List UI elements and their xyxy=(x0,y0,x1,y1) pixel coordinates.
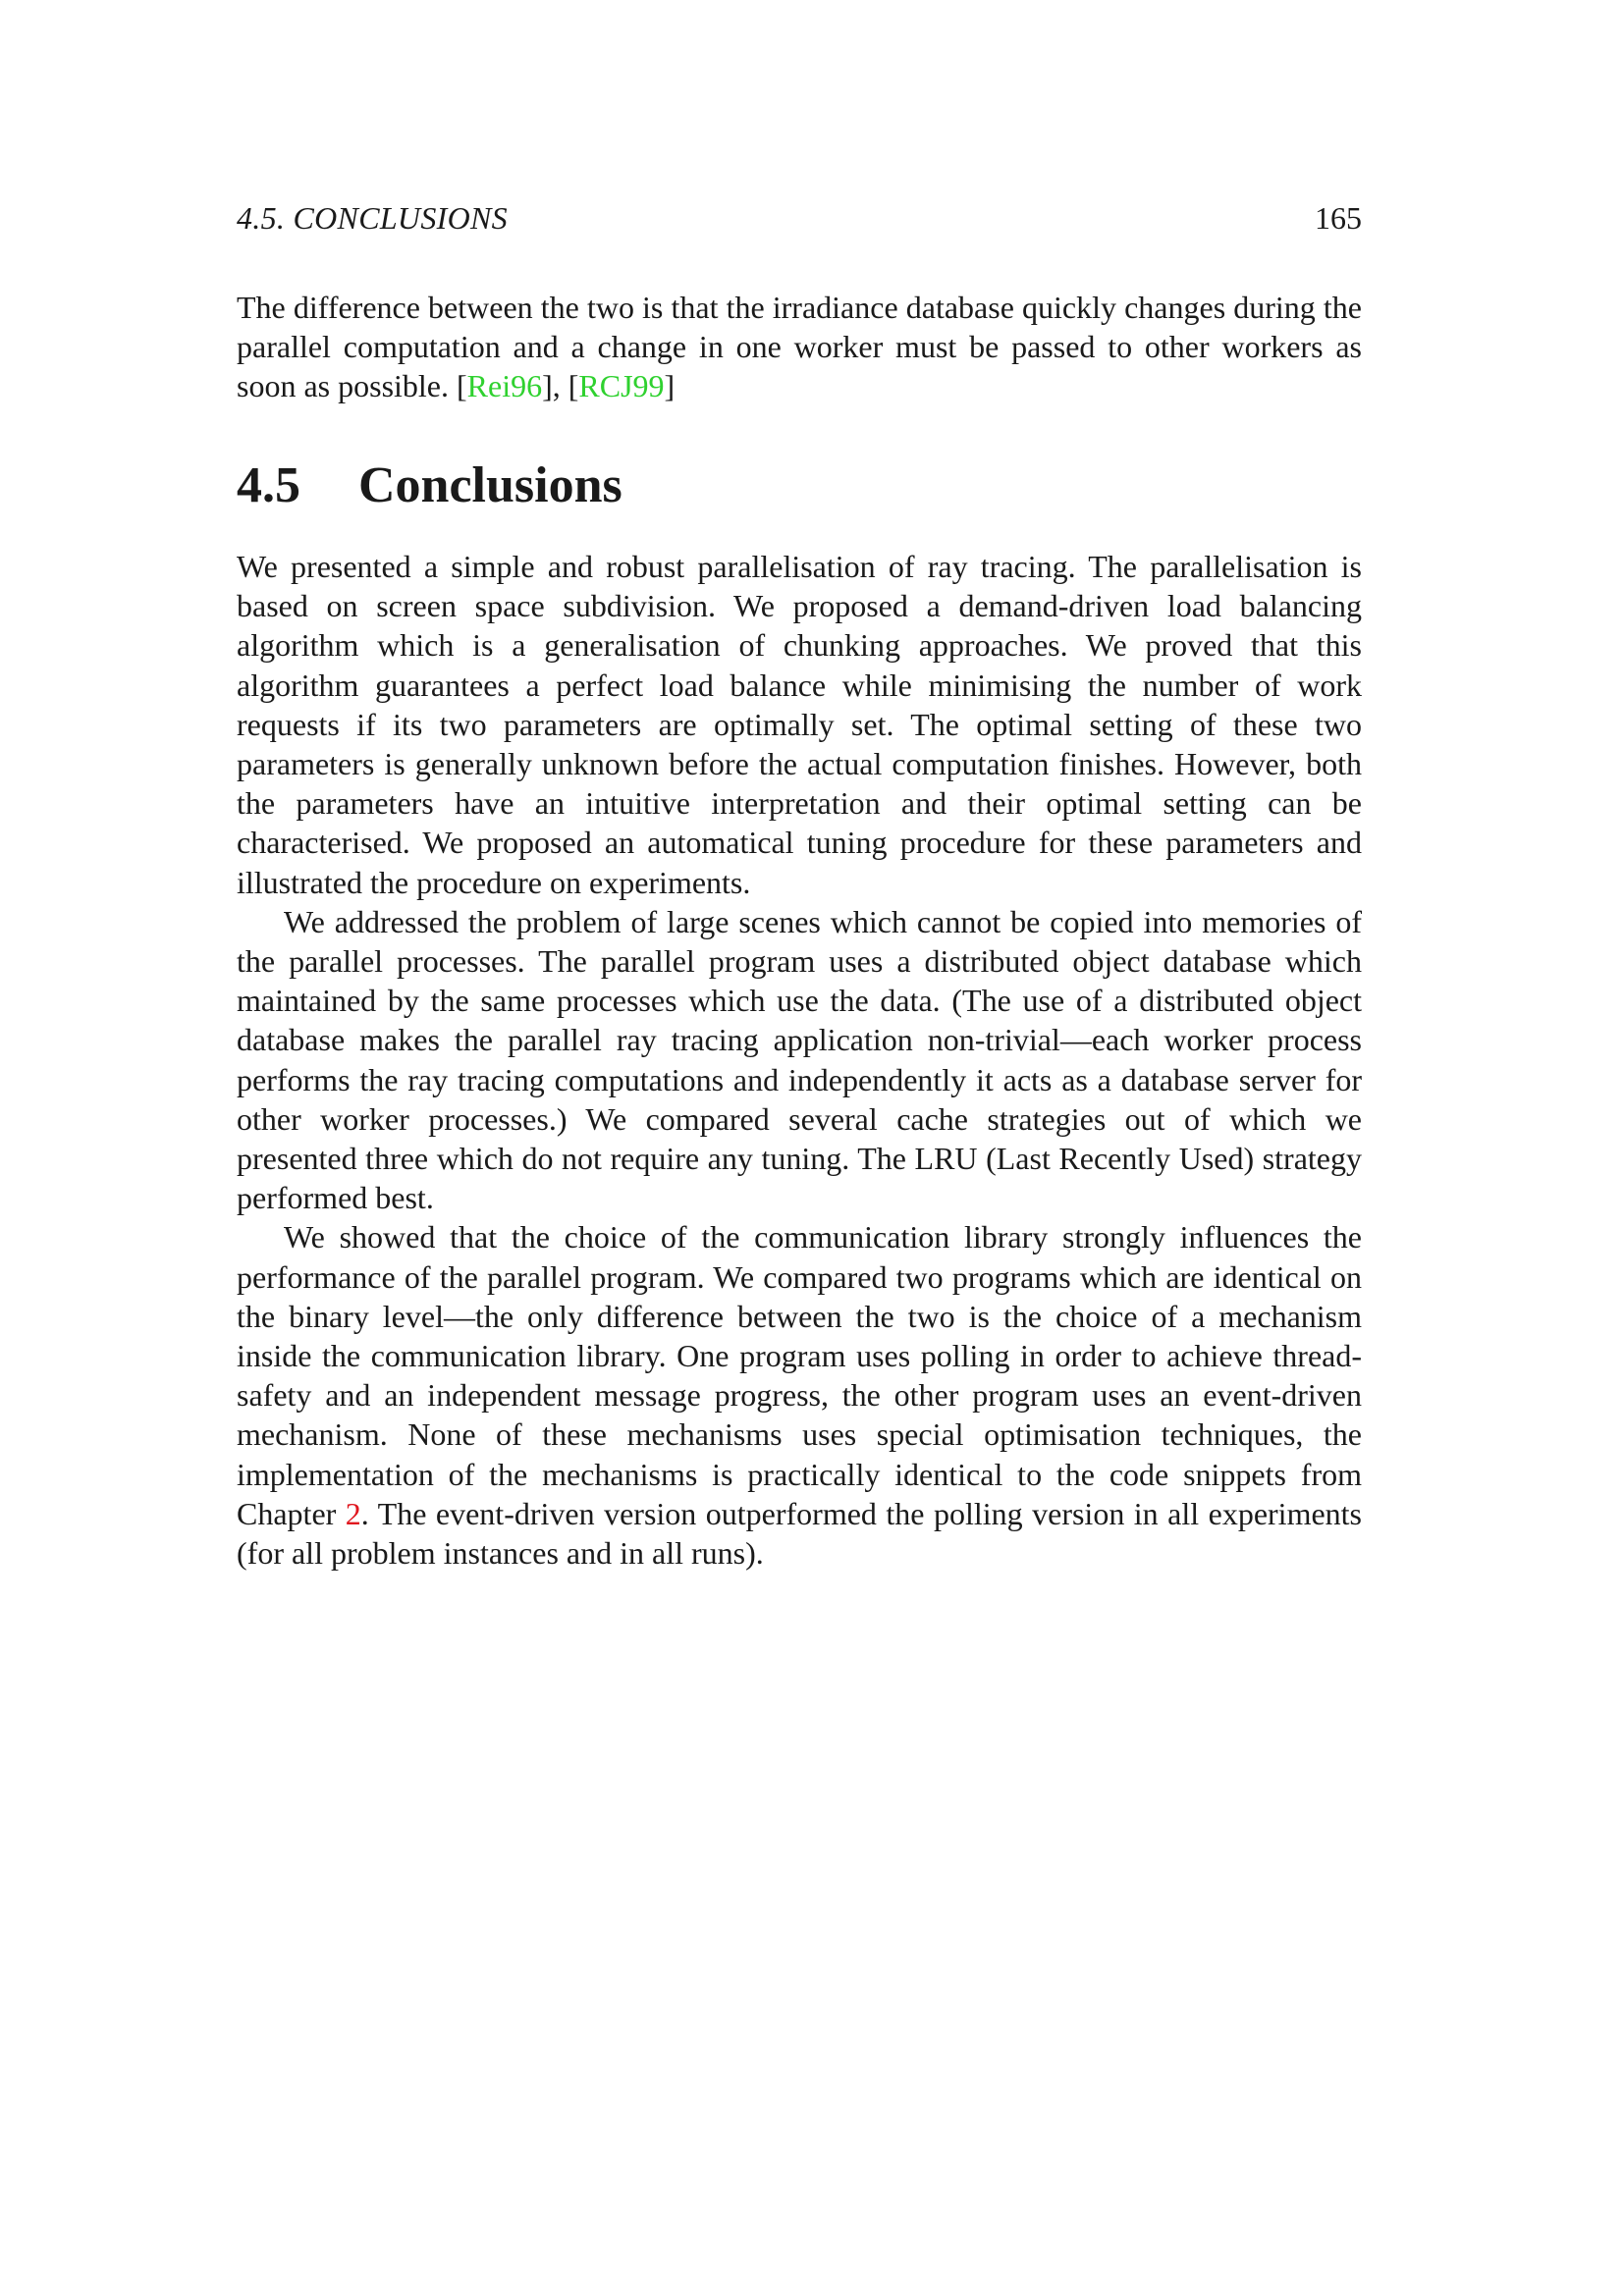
section-heading xyxy=(237,454,1362,517)
page-number: 165 xyxy=(1315,200,1362,236)
running-title: 4.5. CONCLUSIONS xyxy=(237,200,508,236)
body-paragraph-1: We presented a simple and robust parallelisation of ray tracing. The parallelisation is based on screen space subdivision. We proposed a demand-driven load balancing algorithm which is a generalisation of chunking approaches. We proved that this algorithm guarantees a perfect load balance while minimising the number of work requests if its two parameters are optimally set. The optimal setting of these two parameters is generally unknown before the actual computation finishes. However, both the parameters have an intuitive interpretation and their optimal setting can be characterised. We proposed an automatical tuning procedure for these parameters and illustrated the procedure on experiments. xyxy=(237,549,1362,900)
paragraph-3-text-end: . The event-driven version outperformed the polling version in all experiments (for all problem instances and in all runs). xyxy=(237,1495,1363,1572)
citation-link-rcj99[interactable]: RCJ99 xyxy=(578,368,665,404)
section-body xyxy=(237,547,1362,1573)
intro-paragraph xyxy=(237,288,1362,406)
paragraph-3-text: We showed that the choice of the communication library strongly influences the performance of the parallel program. We compared two programs which are identical on the binary level—the only difference between the two is the choice of a mechanism inside the communication library. One program uses polling in order to achieve thread-safety and an independent message progress, the other program uses an event-driven mechanism. None of these mechanisms uses special optimisation techniques, the implementation of the mechanisms is practically identical to the code snippets from Chapter xyxy=(237,1219,1362,1531)
section-number: 4.5 xyxy=(237,457,300,513)
citation-link-rei96[interactable]: Rei96 xyxy=(466,368,543,404)
citation-separator: ], [ xyxy=(542,368,579,404)
running-header xyxy=(237,198,1362,238)
citation-close: ] xyxy=(664,368,676,404)
chapter-reference-link[interactable]: 2 xyxy=(345,1495,361,1531)
body-paragraph-2: We addressed the problem of large scenes which cannot be copied into memories of the parallel processes. The parallel program uses a distributed object database which maintained by the same processes which use the data. (The use of a distributed object database makes the parallel ray tracing application non-trivial—each worker process performs the ray tracing computations and independently it acts as a database server for other worker processes.) We compared several cache strategies out of which we presented three which do not require any tuning. The LRU (Last Recently Used) strategy performed best. xyxy=(237,903,1362,1216)
body-paragraph-3 xyxy=(237,1217,1362,1573)
intro-text: The difference between the two is that the irradiance database quickly changes during the parallel computation and a change in one worker must be passed to other workers as soon as possible. [ xyxy=(237,290,1362,404)
section-title: Conclusions xyxy=(358,457,622,513)
